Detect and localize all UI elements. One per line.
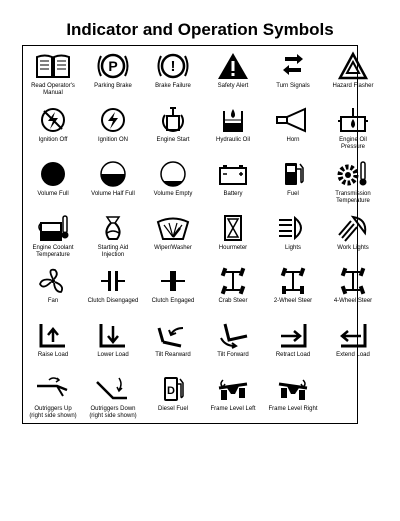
- fuel-icon: [273, 159, 313, 189]
- turn-signals-icon: [273, 51, 313, 81]
- symbols-grid: [23, 46, 374, 423]
- symbol-label: Transmission Temperature: [335, 190, 371, 204]
- volume-full-icon: [33, 159, 73, 189]
- symbol-label: Crab Steer: [218, 298, 248, 305]
- brake-failure-icon: [153, 51, 193, 81]
- symbol-label: Volume Empty: [153, 190, 193, 197]
- symbol-starting-aid-injection: [83, 208, 143, 262]
- symbol-ignition-on: [83, 100, 143, 154]
- symbol-tilt-forward: [203, 315, 263, 369]
- symbol-label: 2-Wheel Steer: [273, 298, 313, 305]
- page-title: Indicator and Operation Symbols: [66, 20, 334, 39]
- symbol-engine-start: [143, 100, 203, 154]
- hydraulic-oil-icon: [213, 105, 253, 135]
- symbol-volume-empty: [143, 154, 203, 208]
- symbol-outriggers-up: [23, 369, 83, 423]
- symbol-label: Starting Aid Injection: [97, 244, 129, 258]
- tilt-rearward-icon: [153, 320, 193, 350]
- ignition-on-icon: [93, 105, 133, 135]
- tilt-forward-icon: [213, 320, 253, 350]
- raise-load-icon: [33, 320, 73, 350]
- symbol-engine-oil-pressure: [323, 100, 383, 154]
- volume-empty-icon: [153, 159, 193, 189]
- outriggers-down-icon: [93, 374, 133, 404]
- symbol-four-wheel-steer: [323, 261, 383, 315]
- svg-text:P: P: [108, 58, 118, 74]
- symbol-clutch-engaged: [143, 261, 203, 315]
- symbol-label: Hourmeter: [218, 244, 248, 251]
- symbol-safety-alert: [203, 46, 263, 100]
- diesel-fuel-icon: [153, 374, 193, 404]
- symbol-label: Frame Level Right: [268, 406, 318, 413]
- symbol-label: Tilt Rearward: [155, 352, 191, 359]
- symbol-volume-half-full: [83, 154, 143, 208]
- symbol-label: Clutch Engaged: [151, 298, 195, 305]
- ignition-off-icon: [33, 105, 73, 135]
- symbol-crab-steer: [203, 261, 263, 315]
- clutch-engaged-icon: [153, 266, 193, 296]
- symbol-transmission-temperature: [323, 154, 383, 208]
- symbol-label: Fan: [47, 298, 59, 305]
- symbol-label: Read Operator's Manual: [31, 83, 75, 96]
- symbol-lower-load: [83, 315, 143, 369]
- symbol-fuel: [263, 154, 323, 208]
- retract-load-icon: [273, 320, 313, 350]
- volume-half-full-icon: [93, 159, 133, 189]
- symbol-outriggers-down: [83, 369, 143, 423]
- symbol-two-wheel-steer: [263, 261, 323, 315]
- symbol-label: Diesel Fuel: [157, 406, 188, 413]
- horn-icon: [273, 105, 313, 135]
- symbol-diesel-fuel: [143, 369, 203, 423]
- symbol-label: Horn: [286, 136, 300, 143]
- symbol-turn-signals: [263, 46, 323, 100]
- symbol-hourmeter: [203, 208, 263, 262]
- svg-text:!: !: [170, 58, 176, 75]
- symbol-retract-load: [263, 315, 323, 369]
- engine-start-icon: [153, 105, 193, 135]
- symbol-label: Outriggers Down (right side shown): [89, 406, 137, 420]
- lights-icon: [273, 213, 313, 243]
- symbol-volume-full: [23, 154, 83, 208]
- symbol-hazard-flasher: [323, 46, 383, 100]
- symbol-label: Engine Coolant Temperature: [32, 244, 74, 258]
- safety-alert-icon: [213, 51, 253, 81]
- symbol-label: Parking Brake: [94, 83, 132, 89]
- symbol-read-manual: [23, 46, 83, 100]
- transmission-temperature-icon: [333, 159, 373, 189]
- symbol-label: Battery: [223, 190, 243, 197]
- four-wheel-steer-icon: [333, 266, 373, 296]
- battery-icon: [213, 159, 253, 189]
- fan-icon: [33, 266, 73, 296]
- hazard-flasher-icon: [333, 51, 373, 81]
- lower-load-icon: [93, 320, 133, 350]
- parking-brake-icon: [93, 51, 133, 81]
- symbol-ignition-off: [23, 100, 83, 154]
- symbol-label: Work Lights: [337, 244, 369, 251]
- symbol-hydraulic-oil: [203, 100, 263, 154]
- starting-aid-injection-icon: [93, 213, 133, 243]
- symbol-label: Frame Level Left: [210, 406, 256, 413]
- symbol-label: Hazard Flasher: [332, 83, 374, 89]
- symbol-label: Safety Alert: [217, 83, 249, 89]
- symbol-frame-level-right: [263, 369, 323, 423]
- symbol-engine-coolant-temperature: [23, 208, 83, 262]
- symbol-label: Ignition Off: [38, 136, 68, 143]
- hourmeter-icon: [213, 213, 253, 243]
- extend-load-icon: [333, 320, 373, 350]
- frame-level-left-icon: [213, 374, 253, 404]
- symbol-tilt-rearward: [143, 315, 203, 369]
- symbol-label: Tilt Forward: [217, 352, 249, 359]
- book-icon: [33, 51, 73, 81]
- symbol-label: Engine Oil Pressure: [339, 136, 367, 150]
- outriggers-up-icon: [33, 374, 73, 404]
- symbol-label: 4-Wheel Steer: [333, 298, 373, 305]
- symbol-lights: [263, 208, 323, 262]
- symbol-label: Brake Failure: [155, 83, 191, 89]
- symbol-label: Hydraulic Oil: [215, 136, 250, 143]
- symbol-raise-load: [23, 315, 83, 369]
- engine-coolant-temperature-icon: [33, 213, 73, 243]
- two-wheel-steer-icon: [273, 266, 313, 296]
- symbol-label: Retract Load: [275, 352, 311, 359]
- symbol-label: Ignition ON: [97, 136, 128, 143]
- symbol-clutch-disengaged: [83, 261, 143, 315]
- symbol-frame-level-left: [203, 369, 263, 423]
- svg-text:D: D: [167, 385, 175, 398]
- clutch-disengaged-icon: [93, 266, 133, 296]
- frame-level-right-icon: [273, 374, 313, 404]
- wiper-washer-icon: [153, 213, 193, 243]
- symbol-battery: [203, 154, 263, 208]
- symbol-label: Lights: [284, 244, 301, 251]
- symbol-label: Lower Load: [97, 352, 129, 359]
- symbol-label: Fuel: [287, 190, 299, 197]
- symbol-label: Engine Start: [156, 136, 190, 143]
- symbol-label: Turn Signals: [276, 83, 310, 89]
- symbol-label: Volume Half Full: [91, 190, 135, 197]
- symbol-extend-load: [323, 315, 383, 369]
- symbol-label: Clutch Disengaged: [87, 298, 139, 305]
- symbol-work-lights: [323, 208, 383, 262]
- symbol-parking-brake: [83, 46, 143, 100]
- work-lights-icon: [333, 213, 373, 243]
- symbol-label: Outriggers Up (right side shown): [29, 406, 77, 420]
- symbol-label: Extend Load: [336, 352, 370, 359]
- crab-steer-icon: [213, 266, 253, 296]
- symbol-fan: [23, 261, 83, 315]
- symbols-panel: [22, 45, 374, 424]
- symbol-label: Volume Full: [37, 190, 69, 197]
- symbol-brake-failure: [143, 46, 203, 100]
- symbol-wiper-washer: [143, 208, 203, 262]
- symbol-label: Wiper/Washer: [154, 244, 192, 251]
- symbol-horn: [263, 100, 323, 154]
- engine-oil-pressure-icon: [333, 105, 373, 135]
- symbol-label: Raise Load: [37, 352, 69, 359]
